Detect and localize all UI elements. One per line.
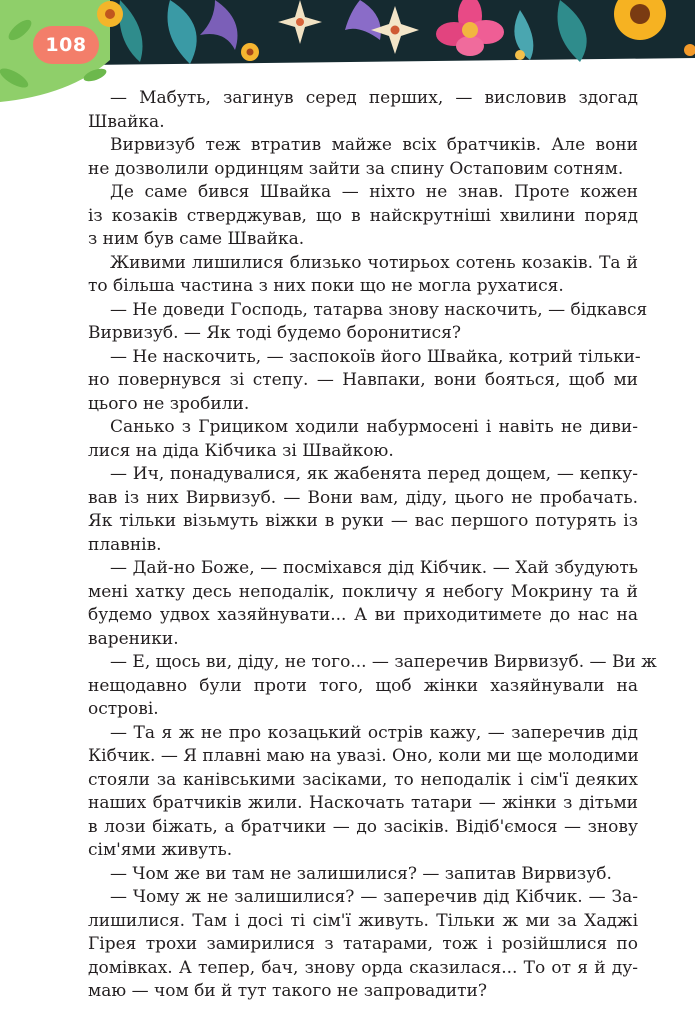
text-line: — Та я ж не про козацький острів кажу, — заперечив дід — [110, 722, 638, 743]
paragraph — [88, 252, 638, 299]
paragraph — [88, 87, 638, 134]
text-line: — Чому ж не залишилися? — заперечив дід Кібчик. — За- — [110, 887, 638, 907]
paragraph — [88, 134, 638, 181]
text-line: маю — чом би й тут такого не запровадити? — [88, 981, 487, 1001]
page-number-badge: 108 — [33, 26, 99, 64]
text-line: Швайка. — [88, 111, 165, 132]
text-line: в лози біжать, а братчики — до засіків. Відіб'ємося — знову — [88, 816, 638, 837]
text-line: Вирвизуб теж втратив майже всіх братчиків. Але вони — [110, 135, 638, 155]
paragraph — [88, 557, 638, 651]
paragraph — [88, 346, 641, 417]
text-line: вареники. — [88, 628, 179, 649]
text-line: Санько з Грициком ходили набурмосені і навіть не диви- — [110, 417, 638, 437]
text-line: Вирвизуб. — Як тоді будемо боронитися? — [88, 323, 462, 343]
text-line: Гірея трохи замирилися з татарами, тож і розійшлися по — [88, 934, 638, 954]
text-line: з ним був саме Швайка. — [88, 229, 305, 249]
text-line: Як тільки візьмуть віжки в руки — вас першого потурять із — [88, 511, 638, 531]
text-line: будемо удвох хазяйнувати... А ви приходитимете до нас на — [88, 605, 638, 625]
paragraph — [88, 863, 638, 887]
text-line: то більша частина з них поки що не могла рухатися. — [88, 276, 564, 296]
text-line: наших братчиків жили. Наскочать татари — жінки з дітьми — [88, 793, 638, 813]
paragraph — [88, 651, 657, 722]
text-line: острові. — [88, 699, 159, 719]
text-line: цього не зробили. — [88, 393, 250, 414]
text-line: — Дай-но Боже, — посміхався дід Кібчик. — Хай збудують — [110, 558, 638, 578]
text-line: лися на діда Кібчика зі Швайкою. — [88, 440, 394, 461]
text-line: — Мабуть, загинув серед перших, — висловив здогад — [110, 88, 638, 108]
text-line: Кібчик. — Я плавні маю на увазі. Оно, коли ми ще молодими — [88, 746, 639, 766]
paragraph — [88, 722, 638, 863]
text-line: із козаків стверджував, що в найскрутніші хвилини поряд — [88, 205, 638, 226]
text-line: — Чом же ви там не залишилися? — запитав Вирвизуб. — [110, 863, 612, 884]
text-line: стояли за канівськими засіками, то неподалік і сім'ї деяких — [88, 769, 638, 790]
paragraph — [88, 886, 638, 1004]
text-line: мені хатку десь неподалік, покличу я небогу Мокрину та й — [88, 581, 638, 602]
text-line: домівках. А тепер, бач, знову орда сказилася... То от я й ду- — [88, 957, 638, 978]
text-line: сім'ями живуть. — [88, 840, 233, 860]
text-line: Де саме бився Швайка — ніхто не знав. Проте кожен — [110, 182, 638, 202]
text-line: лишилися. Там і досі ті сім'ї живуть. Тільки ж ми за Хаджі — [88, 910, 638, 931]
text-line: не дозволили ординцям зайти за спину Остаповим сотням. — [88, 158, 624, 179]
paragraph — [88, 181, 638, 252]
text-line: Живими лишилися близько чотирьох сотень козаків. Та й — [110, 252, 638, 273]
text-line: плавнів. — [88, 534, 162, 555]
text-line: — Е, щось ви, діду, не того... — заперечив Вирвизуб. — Ви ж — [110, 652, 657, 672]
text-line: вав із них Вирвизуб. — Вони вам, діду, цього не пробачать. — [88, 487, 638, 508]
text-line: нещодавно були проти того, щоб жінки хазяйнували на — [88, 675, 638, 696]
text-line: — Не наскочить, — заспокоїв його Швайка, котрий тільки- — [110, 346, 641, 367]
story-text — [88, 87, 657, 1004]
text-line: — Ич, понадувалися, як жабенята перед дощем, — кепку- — [110, 464, 638, 484]
text-line: но повернувся зі степу. — Навпаки, вони бояться, щоб ми — [88, 370, 638, 390]
paragraph — [88, 463, 638, 557]
text-line: — Не доведи Господь, татарва знову наскочить, — бідкався — [110, 299, 648, 320]
paragraph — [88, 416, 638, 463]
paragraph — [88, 299, 648, 346]
